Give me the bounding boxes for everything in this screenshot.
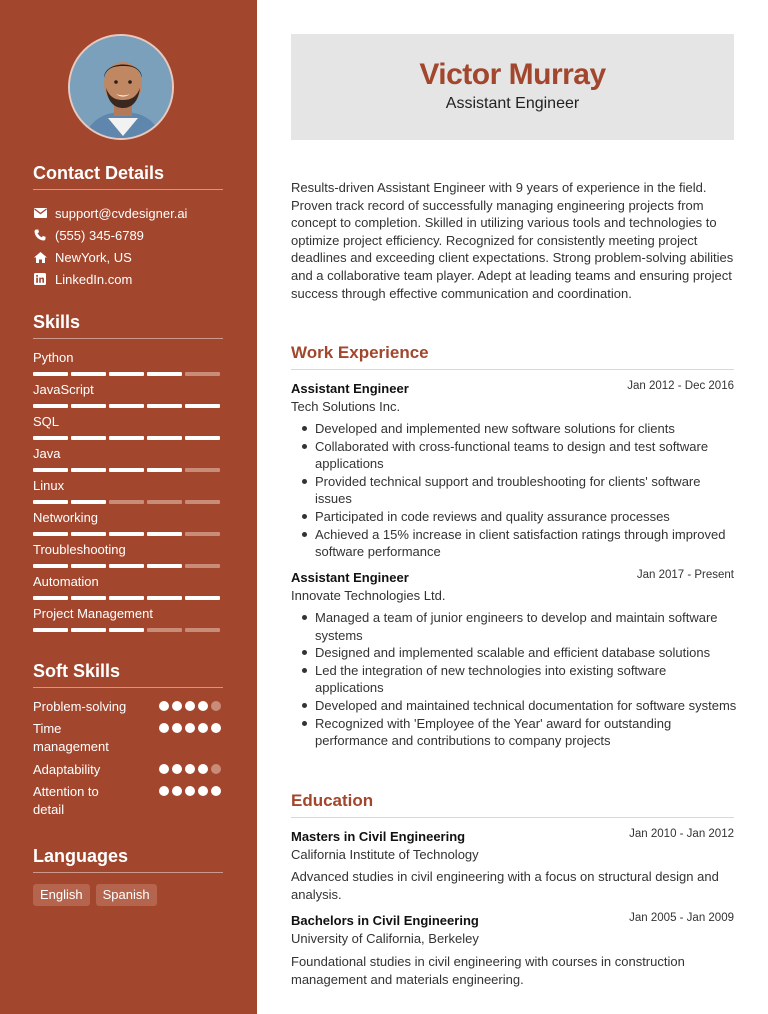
job-bullet: Provided technical support and troubleshooting for clients' software issues xyxy=(291,473,737,508)
education-divider xyxy=(291,817,734,818)
skill-label: JavaScript xyxy=(33,382,94,397)
skill-level-segment xyxy=(33,596,68,600)
rating-dot xyxy=(211,786,221,796)
skill-item xyxy=(33,350,223,376)
skill-level-bar xyxy=(33,372,223,376)
skill-level-segment xyxy=(71,436,106,440)
work-section-title: Work Experience xyxy=(291,343,429,362)
skill-level-segment xyxy=(185,628,220,632)
skill-label: Java xyxy=(33,446,61,461)
job-bullet: Recognized with 'Employee of the Year' award for outstanding performance and contributions to company projects xyxy=(291,715,737,750)
skills-divider xyxy=(33,338,223,339)
rating-dot xyxy=(185,723,195,733)
soft-skills-divider xyxy=(33,687,223,688)
skill-level-segment xyxy=(33,628,68,632)
job-title: Assistant Engineer xyxy=(291,570,409,585)
soft-skills-section-title: Soft Skills xyxy=(33,661,121,681)
degree-description: Foundational studies in civil engineering with courses in construction management and materials engineering. xyxy=(291,954,685,987)
rating-dot xyxy=(198,701,208,711)
job-dates: Jan 2017 - Present xyxy=(636,569,734,581)
skill-level-segment xyxy=(71,532,106,536)
skill-level-segment xyxy=(147,596,182,600)
job-bullet: Managed a team of junior engineers to develop and maintain software systems xyxy=(291,609,737,644)
skill-level-bar xyxy=(33,628,223,632)
contact-email-text: support@cvdesigner.ai xyxy=(55,205,188,221)
rating-dot xyxy=(172,764,182,774)
skill-item xyxy=(33,606,223,632)
skill-level-segment xyxy=(147,372,182,376)
skill-level-segment xyxy=(147,628,182,632)
skill-label: Linux xyxy=(33,478,65,493)
skill-level-segment xyxy=(109,436,144,440)
soft-skill-label: Attention to detail xyxy=(33,784,99,817)
skill-level-segment xyxy=(71,500,106,504)
skill-level-segment xyxy=(185,372,220,376)
degree-dates: Jan 2005 - Jan 2009 xyxy=(629,912,734,924)
skill-level-segment xyxy=(33,436,68,440)
job-company: Innovate Technologies Ltd. xyxy=(291,588,446,603)
skill-level-segment xyxy=(109,532,144,536)
languages-section-title: Languages xyxy=(33,846,129,866)
school-name: California Institute of Technology xyxy=(291,847,479,862)
skill-level-segment xyxy=(33,404,68,408)
degree-dates: Jan 2010 - Jan 2012 xyxy=(629,828,734,840)
skill-level-bar xyxy=(33,404,223,408)
soft-skill-item xyxy=(33,761,223,779)
rating-dot xyxy=(198,786,208,796)
skill-item xyxy=(33,574,223,600)
skill-level-segment xyxy=(185,564,220,568)
skill-item xyxy=(33,510,223,536)
rating-dot xyxy=(198,723,208,733)
rating-dot xyxy=(211,701,221,711)
rating-dot xyxy=(159,701,169,711)
skill-level-segment xyxy=(185,468,220,472)
soft-skill-item xyxy=(33,698,223,716)
job-bullet: Achieved a 15% increase in client satisfaction ratings through improved software performance xyxy=(291,526,737,561)
contact-divider xyxy=(33,189,223,190)
skill-level-segment xyxy=(109,596,144,600)
skill-level-segment xyxy=(185,596,220,600)
contact-location xyxy=(33,248,132,266)
skill-label: Troubleshooting xyxy=(33,542,126,557)
soft-skill-label: Problem-solving xyxy=(33,699,127,714)
rating-dot xyxy=(211,764,221,774)
education-section-title: Education xyxy=(291,791,374,810)
school-name: University of California, Berkeley xyxy=(291,931,479,946)
soft-skill-item xyxy=(33,783,223,819)
job-bullet: Participated in code reviews and quality assurance processes xyxy=(291,508,737,526)
skill-label: Project Management xyxy=(33,606,153,621)
skill-label: Networking xyxy=(33,510,99,525)
skill-level-segment xyxy=(33,532,68,536)
skill-level-segment xyxy=(33,564,68,568)
contact-section-title: Contact Details xyxy=(33,163,165,183)
languages-list xyxy=(33,884,157,906)
skill-level-segment xyxy=(147,500,182,504)
skill-level-segment xyxy=(147,436,182,440)
contact-email[interactable] xyxy=(33,204,187,222)
skill-item xyxy=(33,542,223,568)
job-bullets xyxy=(291,420,737,561)
sidebar xyxy=(0,0,257,1014)
skill-level-bar xyxy=(33,436,223,440)
skill-label: Python xyxy=(33,350,74,365)
skill-item xyxy=(33,478,223,504)
skill-label: Automation xyxy=(33,574,99,589)
skill-level-segment xyxy=(71,628,106,632)
skill-level-segment xyxy=(71,404,106,408)
skill-item xyxy=(33,382,223,408)
skill-level-segment xyxy=(71,596,106,600)
skill-level-segment xyxy=(33,372,68,376)
candidate-name: Victor Murray xyxy=(419,58,606,91)
skill-level-segment xyxy=(185,404,220,408)
skills-section-title: Skills xyxy=(33,312,81,332)
rating-dot xyxy=(185,764,195,774)
skill-level-segment xyxy=(185,532,220,536)
degree-title: Masters in Civil Engineering xyxy=(291,829,466,844)
home-icon xyxy=(33,250,47,264)
contact-location-text: NewYork, US xyxy=(55,249,132,265)
skill-level-segment xyxy=(147,468,182,472)
soft-skill-rating xyxy=(159,701,221,711)
work-divider xyxy=(291,369,734,370)
degree-description: Advanced studies in civil engineering with a focus on structural design and analysis. xyxy=(291,869,719,902)
skill-level-segment xyxy=(147,404,182,408)
linkedin-icon xyxy=(33,272,47,286)
skill-level-segment xyxy=(147,564,182,568)
language-tag: Spanish xyxy=(96,884,157,906)
candidate-role: Assistant Engineer xyxy=(445,95,580,112)
soft-skill-label: Adaptability xyxy=(33,762,101,777)
avatar xyxy=(68,34,174,140)
job-dates: Jan 2012 - Dec 2016 xyxy=(627,380,734,392)
skill-level-bar xyxy=(33,596,223,600)
job-bullet: Collaborated with cross-functional teams to design and test software applications xyxy=(291,438,737,473)
skill-level-segment xyxy=(71,372,106,376)
skill-level-segment xyxy=(185,500,220,504)
rating-dot xyxy=(159,786,169,796)
degree-title: Bachelors in Civil Engineering xyxy=(291,913,479,928)
rating-dot xyxy=(159,723,169,733)
contact-phone-text: (555) 345-6789 xyxy=(55,227,144,243)
job-company: Tech Solutions Inc. xyxy=(291,399,401,414)
job-bullet: Designed and implemented scalable and efficient database solutions xyxy=(291,644,737,662)
soft-skill-rating xyxy=(159,764,221,774)
language-tag: English xyxy=(33,884,90,906)
rating-dot xyxy=(159,764,169,774)
rating-dot xyxy=(172,701,182,711)
rating-dot xyxy=(172,786,182,796)
contact-phone[interactable] xyxy=(33,226,144,244)
skill-level-segment xyxy=(185,436,220,440)
skill-item xyxy=(33,414,223,440)
skill-level-segment xyxy=(33,468,68,472)
skill-level-segment xyxy=(71,564,106,568)
rating-dot xyxy=(185,786,195,796)
skill-level-segment xyxy=(109,500,144,504)
skill-level-segment xyxy=(109,404,144,408)
job-bullets xyxy=(291,609,737,750)
contact-linkedin-text: LinkedIn.com xyxy=(55,271,133,287)
job-bullet: Developed and maintained technical documentation for software systems xyxy=(291,697,737,715)
skill-level-bar xyxy=(33,468,223,472)
skill-level-segment xyxy=(109,564,144,568)
soft-skill-rating xyxy=(159,723,221,733)
envelope-icon xyxy=(33,206,47,220)
skill-level-segment xyxy=(109,372,144,376)
job-bullet: Developed and implemented new software solutions for clients xyxy=(291,420,737,438)
rating-dot xyxy=(185,701,195,711)
rating-dot xyxy=(172,723,182,733)
languages-divider xyxy=(33,872,223,873)
skill-level-segment xyxy=(109,468,144,472)
job-title: Assistant Engineer xyxy=(291,381,409,396)
skill-item xyxy=(33,446,223,472)
soft-skill-item xyxy=(33,720,223,756)
name-header xyxy=(291,34,734,140)
skill-level-segment xyxy=(147,532,182,536)
profile-photo xyxy=(70,36,174,140)
skill-level-bar xyxy=(33,564,223,568)
skill-level-bar xyxy=(33,532,223,536)
phone-icon xyxy=(33,228,47,242)
soft-skill-label: Time management xyxy=(33,721,109,754)
rating-dot xyxy=(211,723,221,733)
skill-level-segment xyxy=(109,628,144,632)
soft-skill-rating xyxy=(159,786,221,796)
skill-level-bar xyxy=(33,500,223,504)
rating-dot xyxy=(198,764,208,774)
profile-summary: Results-driven Assistant Engineer with 9 years of experience in the field. Proven track record of successfully managing engineering projects from concept to completion. Skilled in utilizing various tools and technologies to optimize project efficiency. Recognized for consistently meeting project deadlines and exceeding client expectations. Strong problem-solving abilities and a collaborative team player. Adept at leading teams and ensuring project success through effective communication and coordination. xyxy=(291,180,734,301)
contact-linkedin[interactable] xyxy=(33,270,132,288)
skill-label: SQL xyxy=(33,414,60,429)
job-bullet: Led the integration of new technologies into existing software applications xyxy=(291,662,737,697)
skill-level-segment xyxy=(33,500,68,504)
skill-level-segment xyxy=(71,468,106,472)
